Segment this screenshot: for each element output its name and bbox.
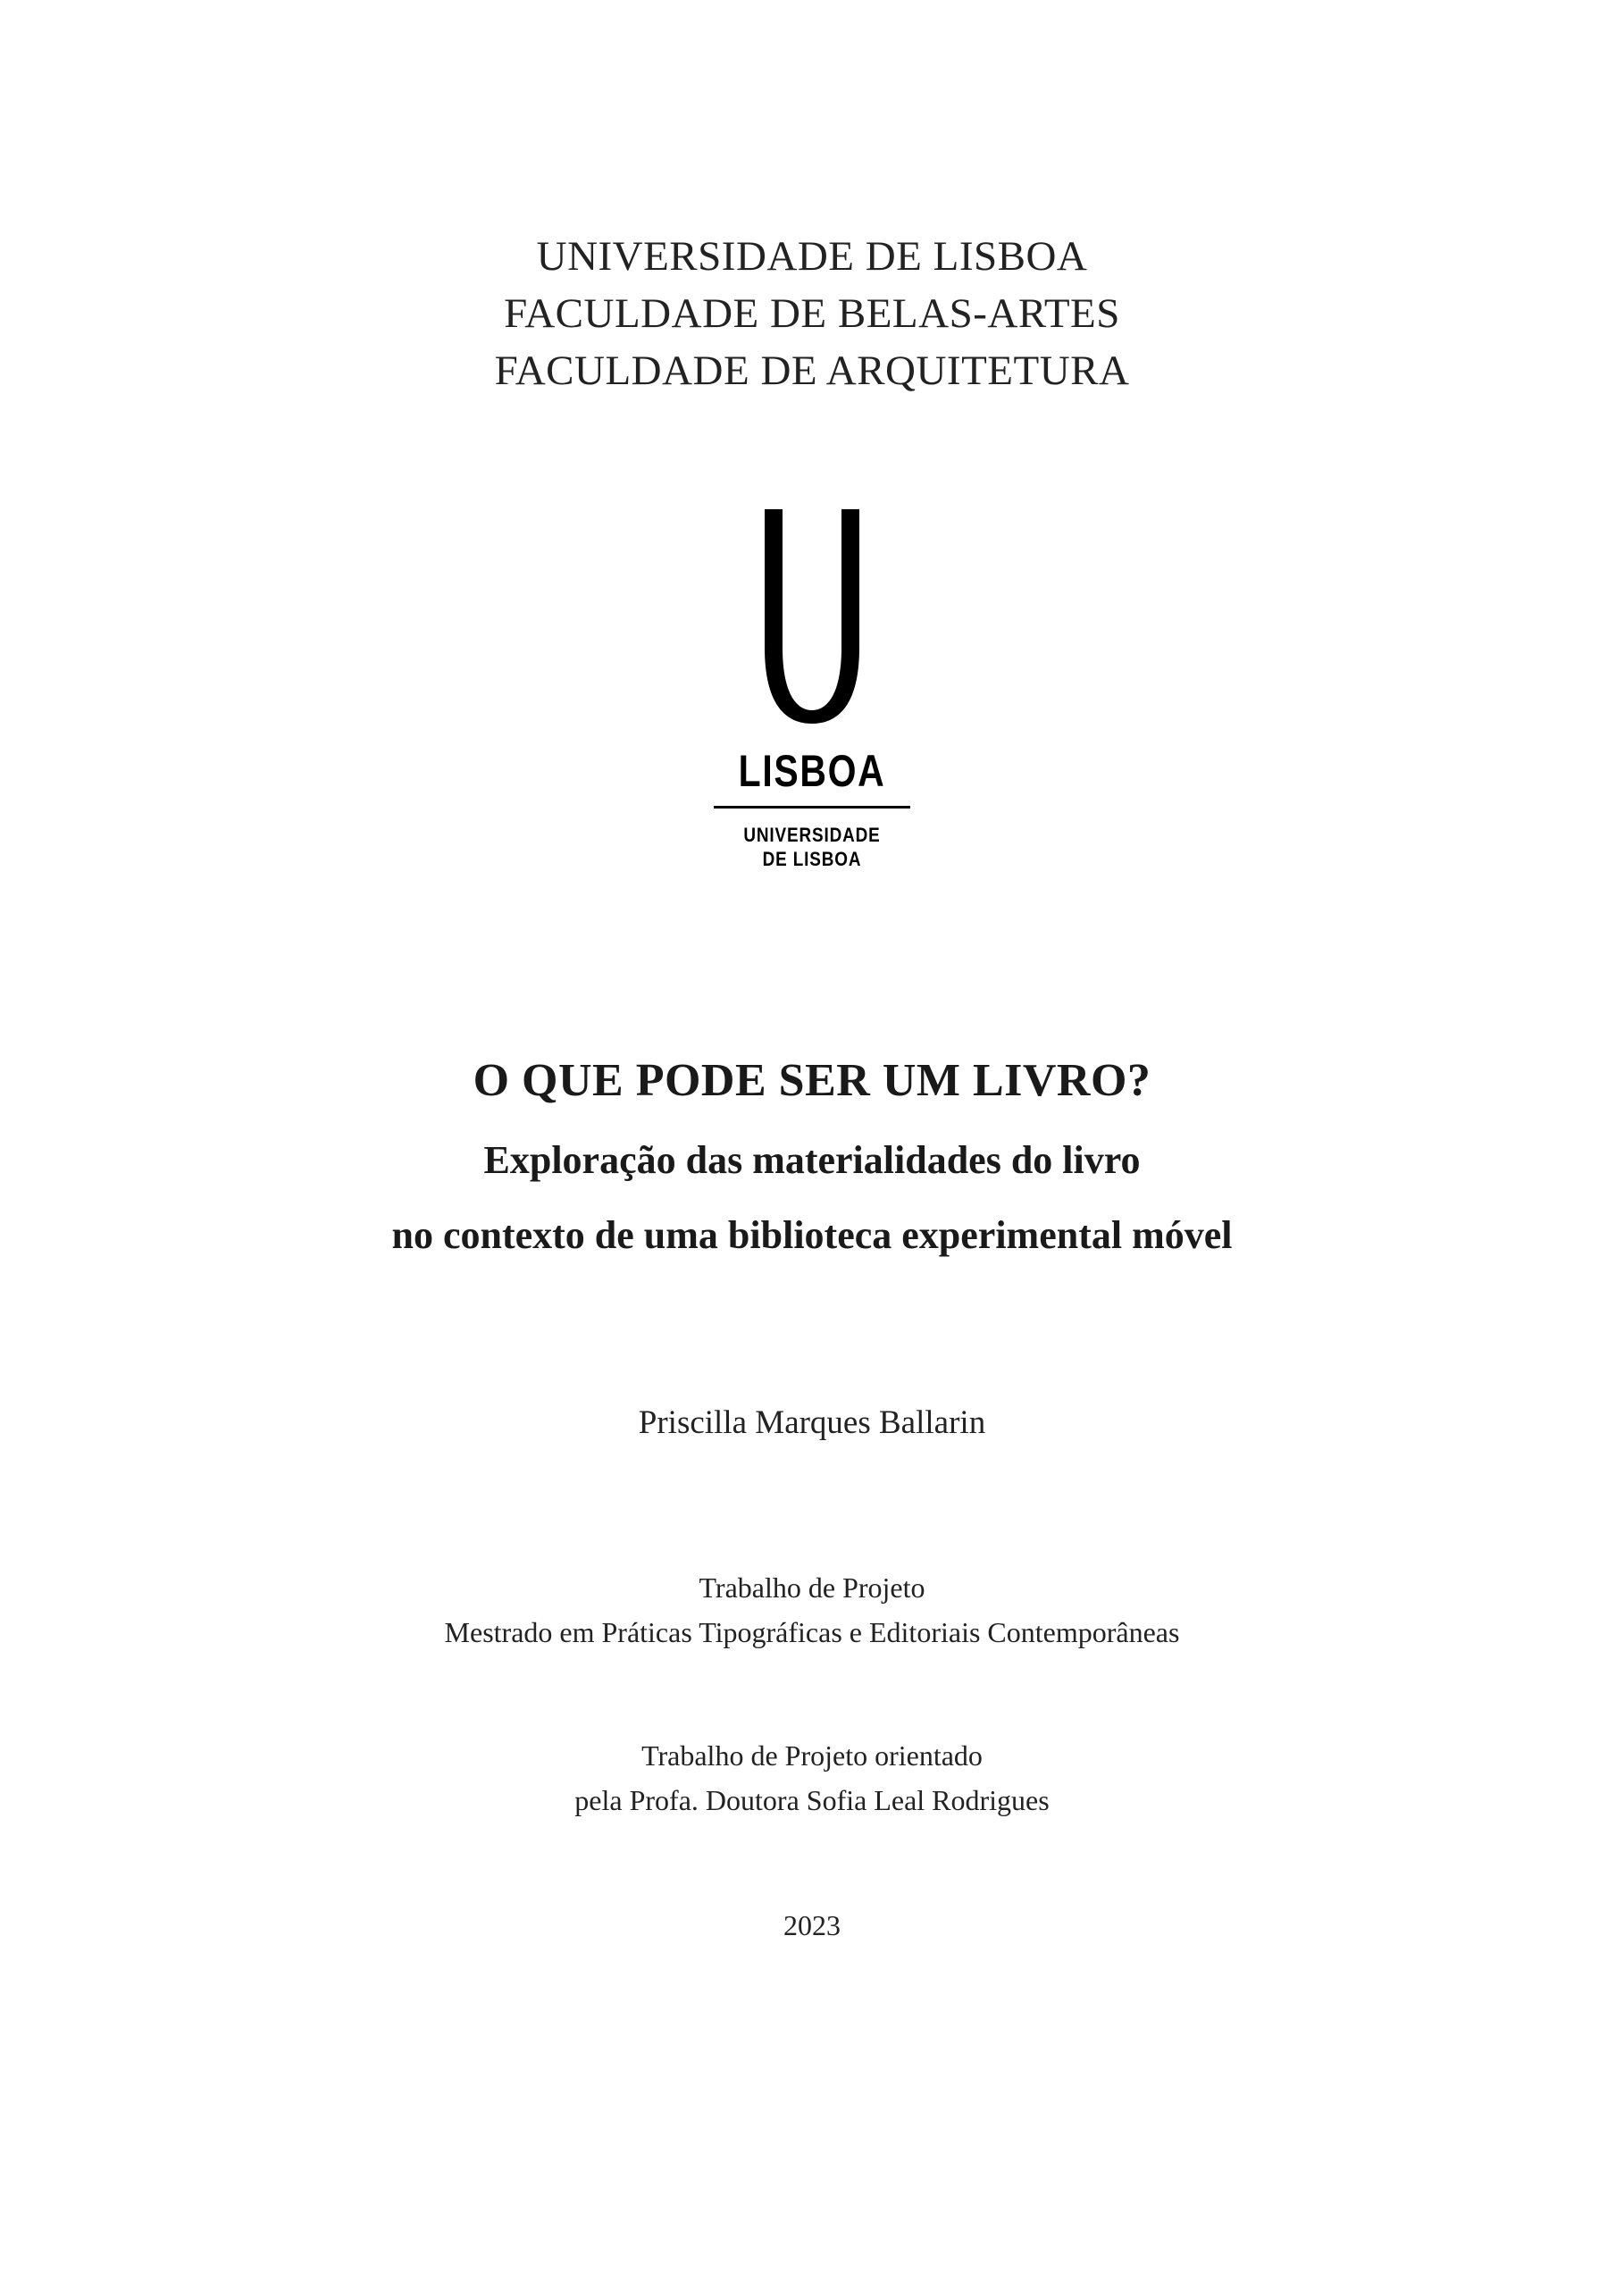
university-logo <box>0 509 1624 884</box>
supervision-info <box>0 1733 1624 1823</box>
supervision-line1: Trabalho de Projeto orientado <box>641 1739 983 1772</box>
logo-u-shape <box>765 509 859 724</box>
logo-wordmark: LISBOA <box>738 746 886 796</box>
logo-caption-line2: DE LISBOA <box>762 848 862 871</box>
supervisor-name: pela Profa. Doutora Sofia Leal Rodrigues <box>574 1784 1050 1816</box>
thesis-title: O QUE PODE SER UM LIVRO? <box>473 1055 1151 1106</box>
publication-year: 2023 <box>783 1909 841 1941</box>
logo-divider <box>714 806 910 809</box>
logo-caption-line1: UNIVERSIDADE <box>743 824 881 847</box>
project-type: Trabalho de Projeto <box>699 1571 925 1604</box>
thesis-title-block <box>0 1050 1624 1273</box>
thesis-subtitle-line1: Exploração das materialidades do livro <box>483 1138 1141 1182</box>
programme-name: Mestrado em Práticas Tipográficas e Editoriais Contemporâneas <box>444 1616 1180 1648</box>
institution-header <box>0 228 1624 399</box>
author-name: Priscilla Marques Ballarin <box>638 1404 986 1441</box>
faculty-architecture: FACULDADE DE ARQUITETURA <box>494 348 1130 394</box>
ulisboa-logo-icon <box>714 509 910 884</box>
faculty-fine-arts: FACULDADE DE BELAS-ARTES <box>504 290 1120 337</box>
project-info <box>0 1565 1624 1655</box>
university-name: UNIVERSIDADE DE LISBOA <box>536 233 1088 280</box>
thesis-subtitle-line2: no contexto de uma biblioteca experimental móvel <box>391 1213 1233 1257</box>
